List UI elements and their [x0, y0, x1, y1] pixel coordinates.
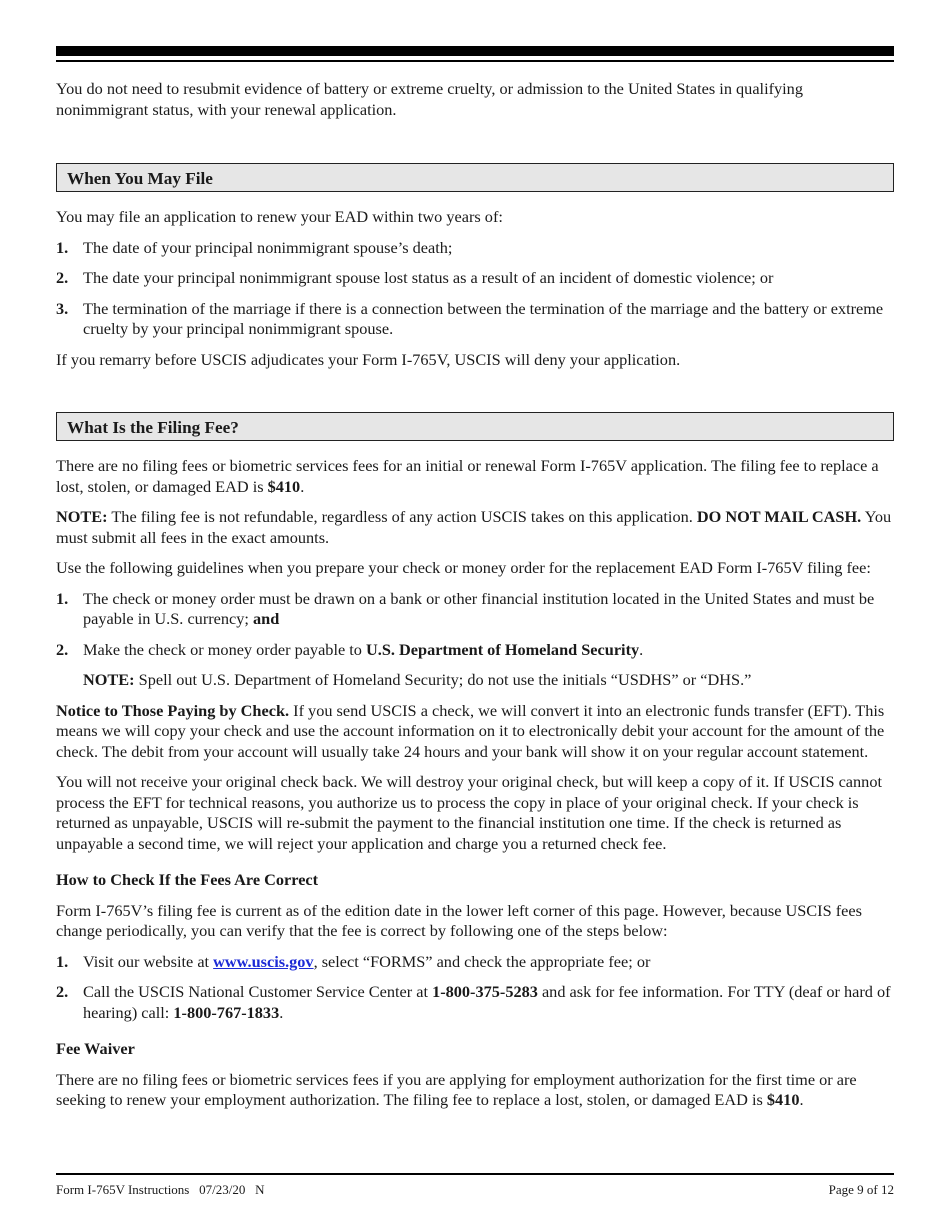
list-text: The check or money order must be drawn on a bank or other financial institution located in the United States and must be payable in U.S. currency; and — [83, 588, 875, 628]
check-return-paragraph: You will not receive your original check back. We will destroy your original check, but will keep a copy of it. If USCIS cannot process the EFT for technical reasons, you authorize us to process the copy in place of your original check. If your check is returned as unpayable, USCIS will re-submit the payment to the financial institution one time. If the check is returned as unpayable a second time, we will reject your application and charge you a returned check fee. — [56, 772, 882, 853]
list-item — [56, 589, 894, 630]
list-number: 1. — [56, 951, 69, 971]
check-fees-paragraph: Form I-765V’s filing fee is current as of the edition date in the lower left corner of this page. However, because USCIS fees change periodically, you can verify that the fee is correct by following one of the steps below: — [56, 900, 862, 940]
fee-waiver-paragraph: There are no filing fees or biometric services fees if you are applying for employment authorization for the first time or are seeking to renew your employment authorization. The filing fee to replace a lost, stolen, or damaged EAD is $410. — [56, 1069, 857, 1109]
tty-phone-number: 1-800-767-1833 — [173, 1002, 280, 1022]
list-item — [56, 982, 894, 1023]
fee-paragraph: There are no filing fees or biometric services fees for an initial or renewal Form I-765V application. The filing fee to replace a lost, stolen, or damaged EAD is $410. — [56, 456, 879, 496]
list-number: 2. — [56, 268, 69, 287]
list-text: The date your principal nonimmigrant spouse lost status as a result of an incident of domestic violence; or — [83, 268, 774, 287]
section-heading-filing-fee: What Is the Filing Fee? — [56, 412, 894, 441]
list-number: 1. — [56, 588, 69, 608]
subheading-fee-waiver: Fee Waiver — [56, 1039, 135, 1058]
list-number: 2. — [56, 982, 69, 1001]
footer-rule — [56, 1173, 894, 1175]
list-item — [56, 238, 894, 259]
header-rule-thin — [56, 60, 894, 62]
list-text: Visit our website at www.uscis.gov, select “FORMS” and check the appropriate fee; or — [83, 951, 651, 971]
footer-form-edition: Form I-765V Instructions 07/23/20 N — [56, 1182, 265, 1197]
subheading-check-fees: How to Check If the Fees Are Correct — [56, 870, 319, 889]
footer-page-number: Page 9 of 12 — [828, 1182, 894, 1197]
intro-paragraph: You do not need to resubmit evidence of battery or extreme cruelty, or admission to the United States in qualifying nonimmigrant status, with your renewal application. — [56, 79, 803, 119]
fee-note: NOTE: The filing fee is not refundable, regardless of any action USCIS takes on this application. DO NOT MAIL CASH. You must submit all fees in the exact amounts. — [56, 507, 892, 547]
list-number: 2. — [56, 639, 69, 659]
guidelines-paragraph: Use the following guidelines when you prepare your check or money order for the replacement EAD Form I-765V filing fee: — [56, 558, 871, 577]
check-notice-paragraph: Notice to Those Paying by Check. If you send USCIS a check, we will convert it into an electronic funds transfer (EFT). This means we will copy your check and use the account information on it to electronically debit your account for the amount of the check. The debit from your account will usually take 24 hours and your bank will show it on your regular account statement. — [56, 700, 885, 761]
uscis-website-link[interactable]: www.uscis.gov — [213, 951, 314, 971]
remarry-paragraph: If you remarry before USCIS adjudicates your Form I-765V, USCIS will deny your application. — [56, 349, 681, 369]
list-text: Make the check or money order payable to U.S. Department of Homeland Security. — [83, 639, 644, 659]
list-item — [56, 640, 894, 661]
header-rule-thick — [56, 46, 894, 56]
list-number: 3. — [56, 298, 69, 318]
phone-number: 1-800-375-5283 — [432, 982, 538, 1001]
section-heading-when-you-may-file: When You May File — [56, 163, 894, 192]
list-text: The date of your principal nonimmigrant spouse’s death; — [83, 237, 453, 257]
list-item — [56, 268, 894, 289]
list-item — [56, 952, 894, 973]
page-content — [56, 79, 894, 1121]
list-text: The termination of the marriage if there is a connection between the termination of the marriage and the battery or extreme cruelty by your principal nonimmigrant spouse. — [83, 298, 884, 338]
list-number: 1. — [56, 237, 69, 257]
list-text: Call the USCIS National Customer Service Center at 1-800-375-5283 and ask for fee information. For TTY (deaf or hard of hearing) call: 1-800-767-1833. — [83, 982, 891, 1022]
list-item — [56, 299, 894, 340]
fee-amount: $410 — [267, 476, 301, 496]
dhs-note: NOTE: Spell out U.S. Department of Homeland Security; do not use the initials “USDHS” or “DHS.” — [83, 670, 752, 689]
when-file-intro: You may file an application to renew your EAD within two years of: — [56, 207, 503, 226]
